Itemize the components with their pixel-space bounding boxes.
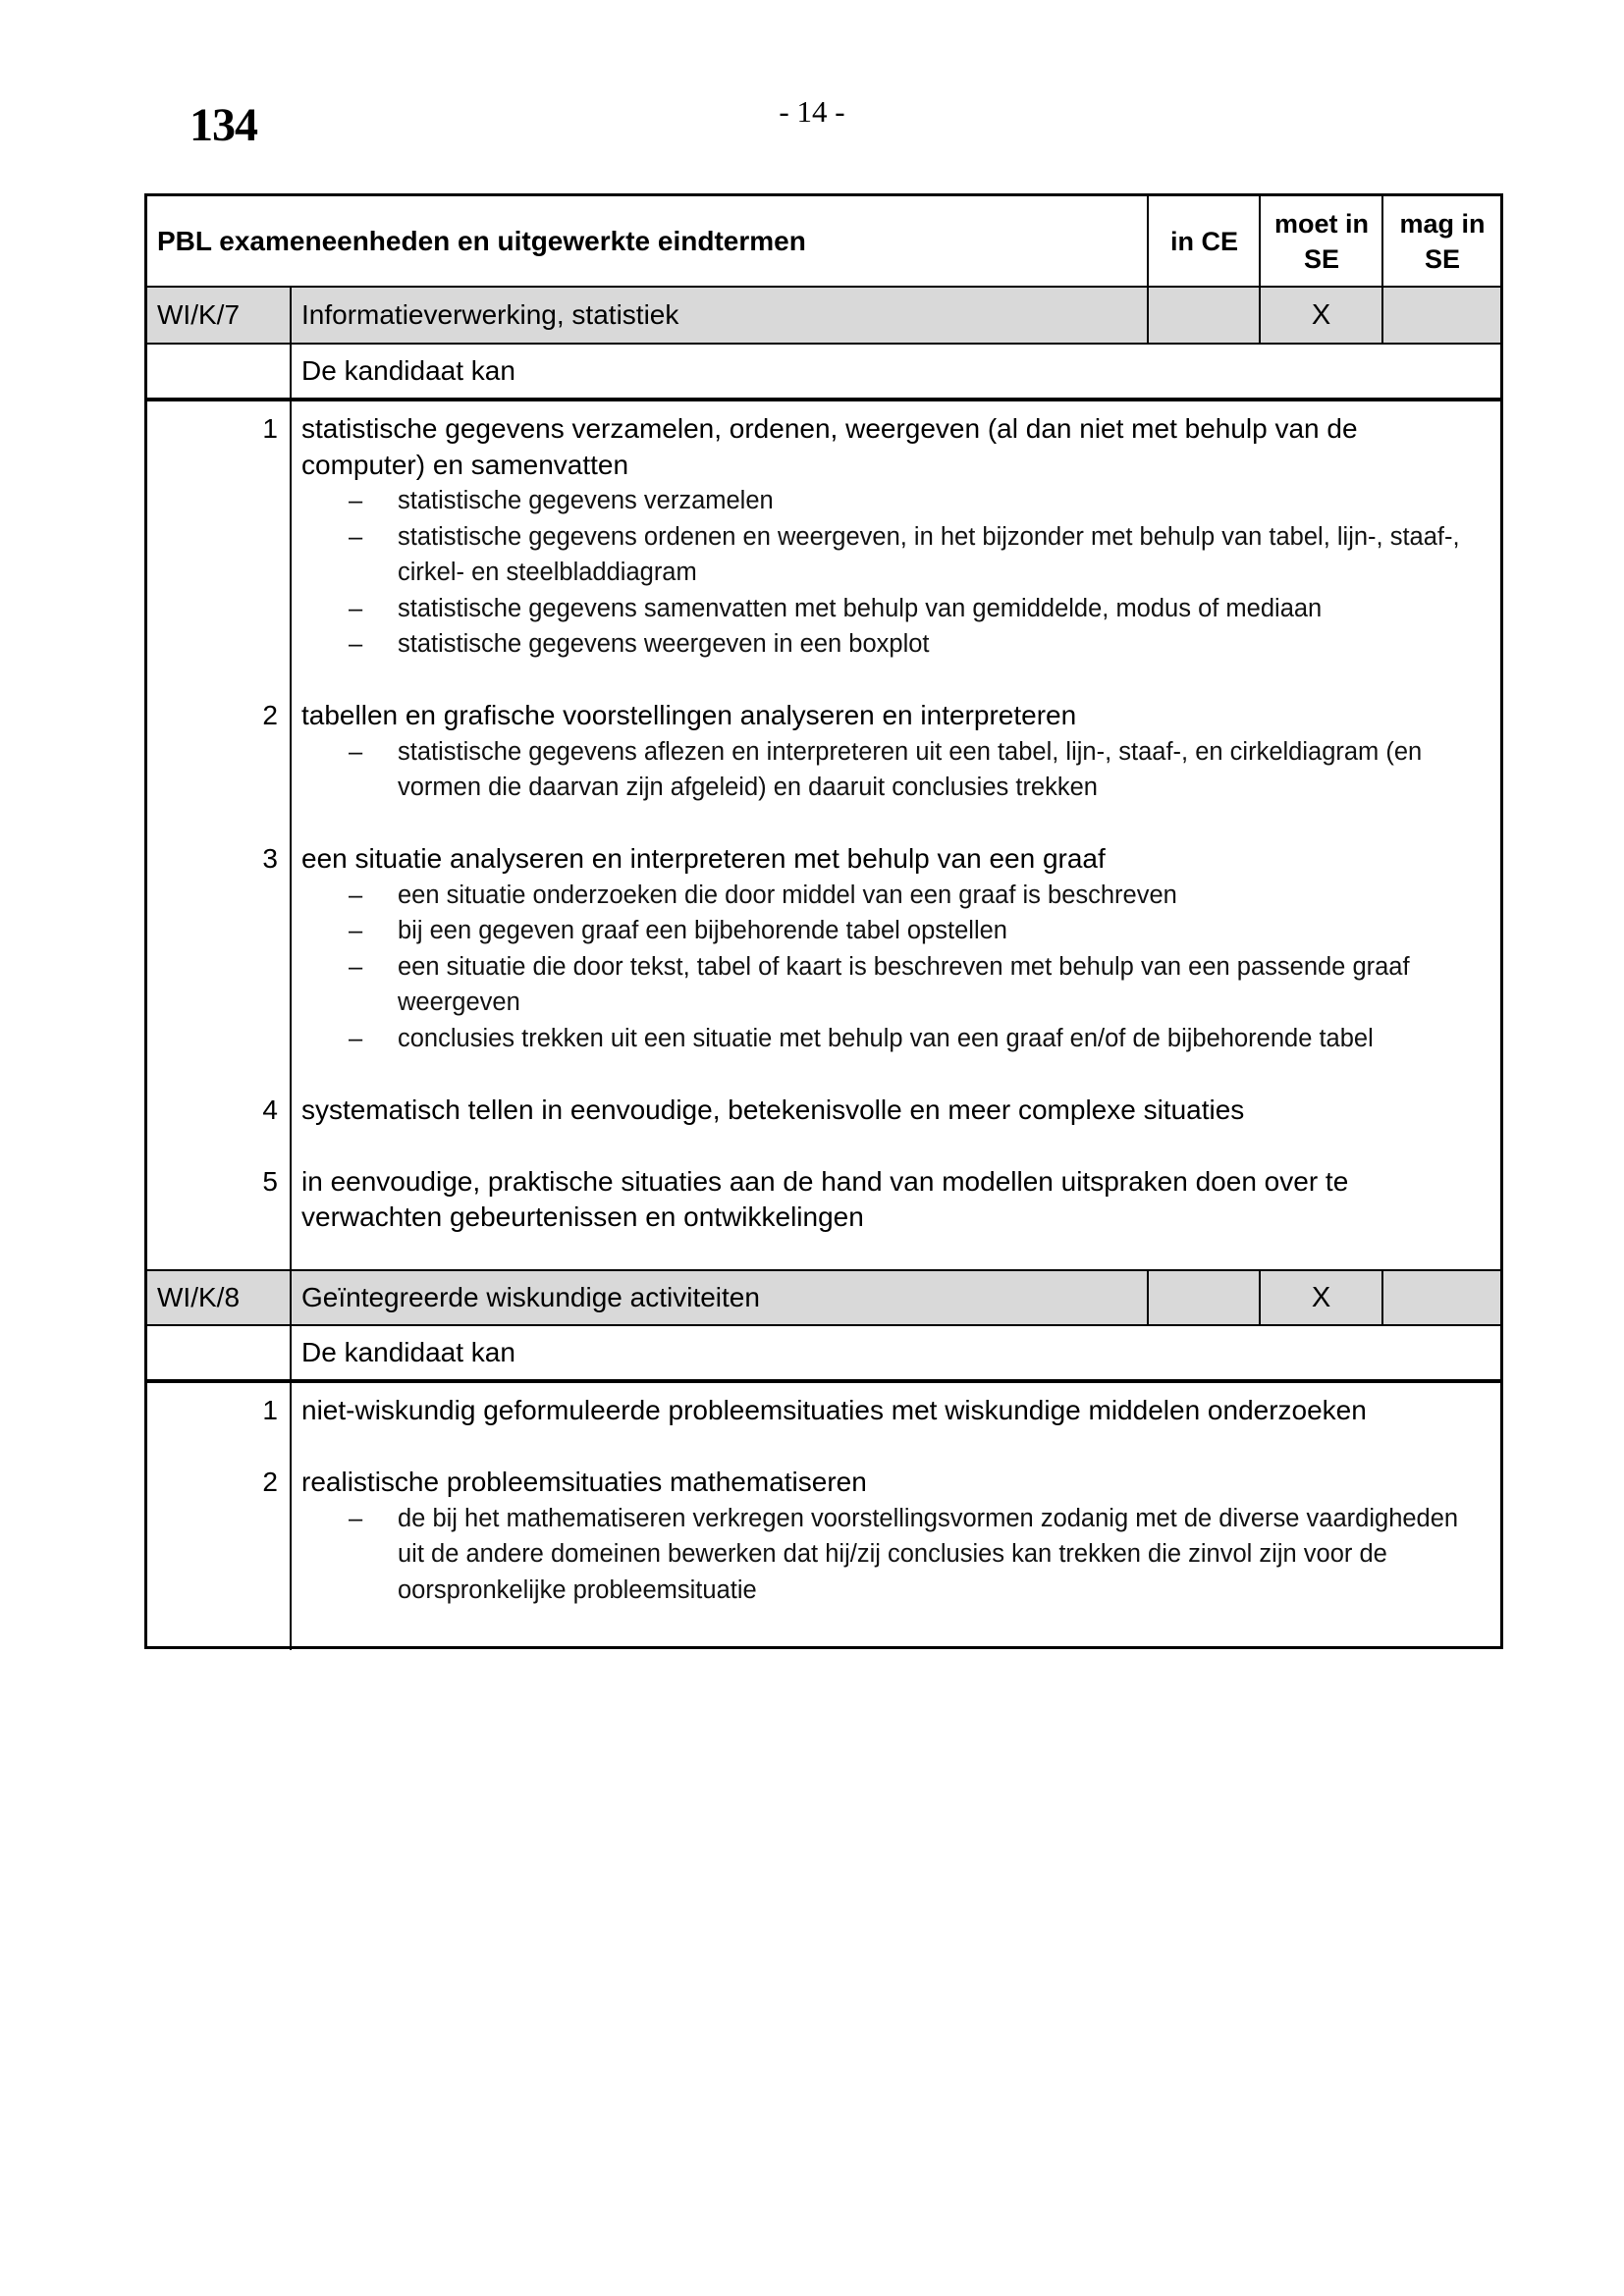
page-indicator: - 14 - (779, 94, 845, 129)
list-item (262, 841, 1500, 878)
item-number: 1 (262, 1395, 278, 1425)
item-number: 2 (262, 1467, 278, 1497)
list-item (262, 698, 1500, 734)
intro-text: De kandidaat kan (301, 1337, 515, 1367)
item-text: tabellen en grafische voorstellingen analyseren en interpreteren (301, 700, 1077, 730)
sub-item: – de bij het mathematiseren verkregen voorstellingsvormen zodanig met de diverse vaardigheden uit de andere domeinen bewerken dat hij/zij conclusies kan trekken die zinvol zijn voor de oorspronkelijke probleemsituatie (292, 1501, 1500, 1609)
moet-in-se-mark: X (1311, 1281, 1331, 1313)
unit-code: WI/K/8 (157, 1282, 241, 1312)
intro-text: De kandidaat kan (301, 355, 515, 386)
unit-row-wik7 (147, 288, 1500, 345)
in-ce-mark (1149, 1271, 1259, 1324)
intro-row-wik7 (147, 345, 1500, 401)
item-text: statistische gegevens verzamelen, ordenen, weergeven (al dan niet met behulp van de computer) en samenvatten (301, 413, 1358, 480)
page-number: 134 (189, 99, 257, 151)
dash-bullet-icon: – (349, 630, 363, 658)
list-item (262, 1465, 1500, 1501)
column-header-in-ce: in CE (1169, 226, 1238, 256)
dash-bullet-icon: – (349, 487, 363, 514)
sub-item: – statistische gegevens aflezen en interpreteren uit een tabel, lijn-, staaf-, en cirkeldiagram (en vormen die daarvan zijn afgeleid) en daaruit conclusies trekken (292, 734, 1500, 806)
moet-in-se-mark: X (1311, 298, 1331, 331)
dash-bullet-icon: – (349, 881, 363, 909)
sub-item: – een situatie onderzoeken die door middel van een graaf is beschreven (292, 878, 1500, 914)
unit-items-wik7 (262, 411, 1500, 1236)
column-divider (290, 1326, 292, 1379)
column-divider (290, 1271, 292, 1324)
sub-item: – een situatie die door tekst, tabel of kaart is beschreven met behulp van een passende graaf weergeven (292, 949, 1500, 1021)
in-ce-mark (1149, 288, 1259, 343)
item-number: 4 (262, 1094, 278, 1125)
intro-row-wik8 (147, 1326, 1500, 1383)
dash-bullet-icon: – (349, 952, 363, 981)
sub-item: – bij een gegeven graaf een bijbehorende tabel opstellen (292, 913, 1500, 949)
dash-bullet-icon: – (349, 1024, 363, 1052)
unit-items-wik8 (262, 1393, 1500, 1608)
item-text: een situatie analyseren en interpreteren met behulp van een graaf (301, 843, 1106, 874)
sub-item: – conclusies trekken uit een situatie met behulp van een graaf en/of de bijbehorende tabel (292, 1021, 1500, 1057)
list-item (262, 1393, 1500, 1429)
table-header-row (147, 196, 1500, 288)
dash-bullet-icon: – (349, 594, 363, 622)
item-text: niet-wiskundig geformuleerde probleemsituaties met wiskundige middelen onderzoeken (301, 1395, 1367, 1425)
item-number: 3 (262, 843, 278, 874)
list-item (262, 1093, 1500, 1129)
column-divider (290, 345, 292, 398)
dash-bullet-icon: – (349, 522, 363, 551)
dash-bullet-icon: – (349, 1504, 363, 1532)
list-item (262, 1164, 1500, 1236)
unit-code: WI/K/7 (157, 299, 241, 330)
item-text: in eenvoudige, praktische situaties aan de hand van modellen uitspraken doen over te verwachten gebeurtenissen en ontwikkelingen (301, 1165, 1349, 1232)
mag-in-se-mark (1383, 1271, 1501, 1324)
exam-units-table (144, 193, 1503, 1649)
unit-title: Informatieverwerking, statistiek (301, 299, 679, 330)
list-item (262, 411, 1500, 483)
column-header-mag-in-se: mag in SE (1399, 208, 1486, 274)
sub-item: – statistische gegevens verzamelen (292, 483, 1500, 519)
column-header-moet-in-se: moet in SE (1273, 208, 1369, 274)
item-text: systematisch tellen in eenvoudige, betekenisvolle en meer complexe situaties (301, 1094, 1245, 1125)
table-header-title: PBL exameneenheden en uitgewerkte eindtermen (157, 225, 806, 256)
item-text: realistische probleemsituaties mathematiseren (301, 1467, 867, 1497)
sub-item: – statistische gegevens ordenen en weergeven, in het bijzonder met behulp van tabel, lijn-, staaf-, cirkel- en steelbladdiagram (292, 519, 1500, 591)
column-divider (290, 288, 292, 343)
item-number: 1 (262, 413, 278, 444)
unit-row-wik8 (147, 1269, 1500, 1326)
sub-item: – statistische gegevens weergeven in een boxplot (292, 626, 1500, 663)
sub-item: – statistische gegevens samenvatten met behulp van gemiddelde, modus of mediaan (292, 591, 1500, 627)
mag-in-se-mark (1383, 288, 1501, 343)
dash-bullet-icon: – (349, 737, 363, 766)
dash-bullet-icon: – (349, 917, 363, 944)
unit-title: Geïntegreerde wiskundige activiteiten (301, 1282, 760, 1312)
item-number: 5 (262, 1165, 278, 1197)
item-number: 2 (262, 700, 278, 730)
